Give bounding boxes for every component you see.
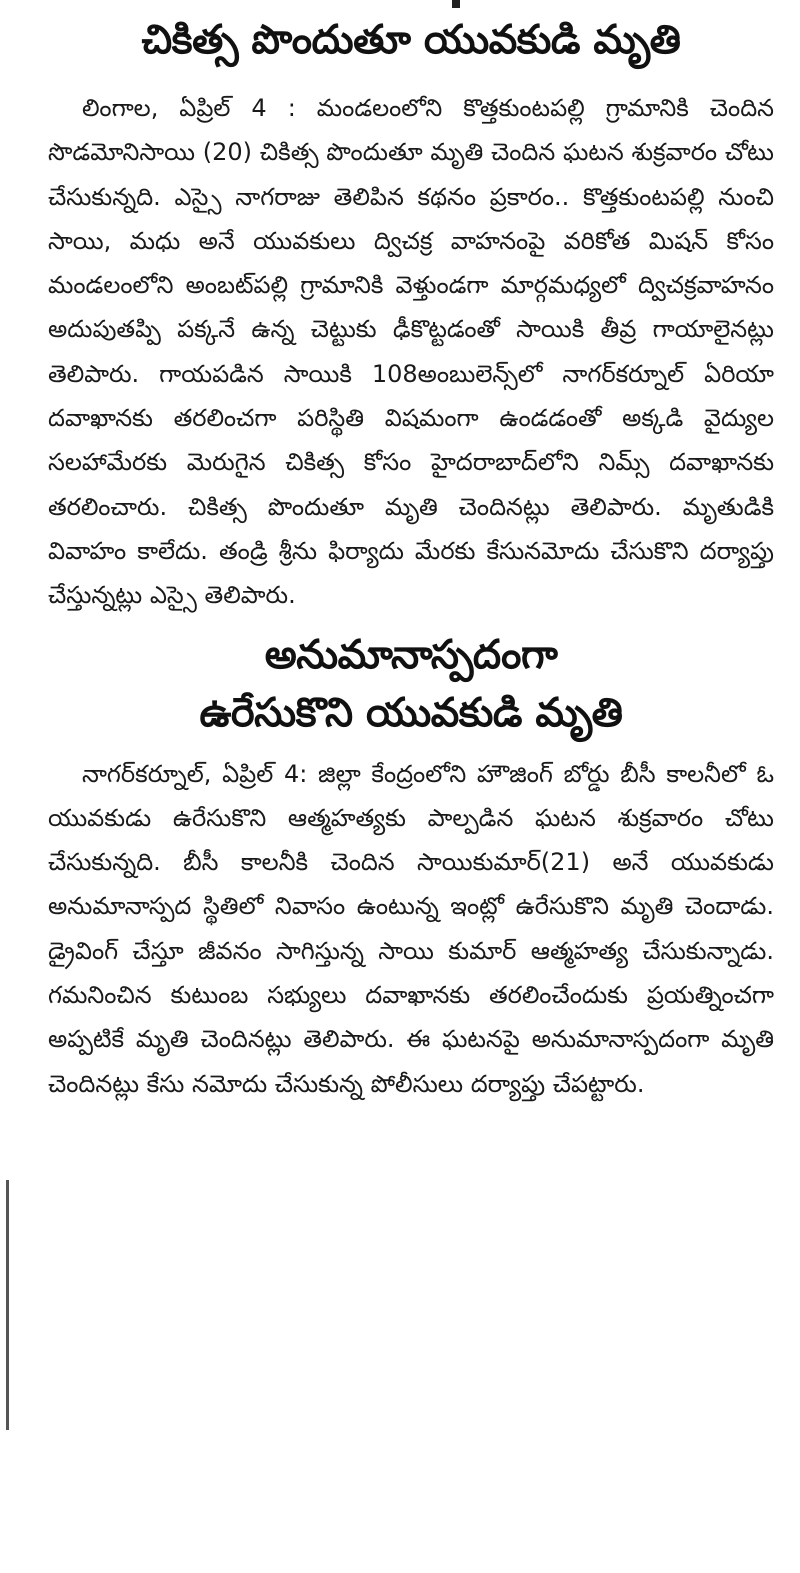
article-2-headline [48,626,774,742]
article-2-headline-line-1: అనుమానాస్పదంగా [264,631,558,678]
article-2 [48,626,774,1106]
article-1-body: లింగాల, ఏప్రిల్ 4 : మండలంలోని కొత్తకుంటపల్లి గ్రామానికి చెందిన సొడమోనిసాయి (20) చికిత్స పొందుతూ మృతి చెందిన ఘటన శుక్రవారం చోటు చేసుకున్నది. ఎస్సై నాగరాజు తెలిపిన కథనం ప్రకారం.. కొత్తకుంటపల్లి నుంచి సాయి, మధు అనే యువకులు ద్విచక్ర వాహనంపై వరికోత మిషన్ కోసం మండలంలోని అంబట్‌పల్లి గ్రామానికి వెళ్తుండగా మార్గమధ్యలో ద్విచక్రవాహనం అదుపుతప్పి పక్కనే ఉన్న చెట్టుకు ఢీకొట్టడంతో సాయికి తీవ్ర గాయాలైనట్లు తెలిపారు. గాయపడిన సాయికి 108అంబులెన్స్‌లో నాగర్‌కర్నూల్ ఏరియా దవాఖానకు తరలించగా పరిస్థితి విషమంగా ఉండడంతో అక్కడి వైద్యుల సలహామేరకు మెరుగైన చికిత్స కోసం హైదరాబాద్‌లోని నిమ్స్ దవాఖానకు తరలించారు. చికిత్స పొందుతూ మృతి చెందినట్లు తెలిపారు. మృతుడికి వివాహం కాలేదు. తండ్రి శ్రీను ఫిర్యాదు మేరకు కేసునమోదు చేసుకొని దర్యాప్తు చేస్తున్నట్లు ఎస్సై తెలిపారు. [48,94,774,610]
article-1-body-container [48,86,774,618]
article-2-body-container [48,752,774,1106]
article-2-body: నాగర్‌కర్నూల్, ఏప్రిల్ 4: జిల్లా కేంద్రంలోని హౌజింగ్ బోర్డు బీసీ కాలనీలో ఓ యువకుడు ఉరేసుకొని ఆత్మహత్యకు పాల్పడిన ఘటన శుక్రవారం చోటు చేసుకున్నది. బీసీ కాలనీకి చెందిన సాయికుమార్(21) అనే యువకుడు అనుమానాస్పద స్థితిలో నివాసం ఉంటున్న ఇంట్లో ఉరేసుకొని మృతి చెందాడు. డ్రైవింగ్ చేస్తూ జీవనం సాగిస్తున్న సాయి కుమార్ ఆత్మహత్య చేసుకున్నాడు. గమనించిన కుటుంబ సభ్యులు దవాఖానకు తరలించేందుకు ప్రయత్నించగా అప్పటికే మృతి చెందినట్లు తెలిపారు. ఈ ఘటనపై అనుమానాస్పదంగా మృతి చెందినట్లు కేసు నమోదు చేసుకున్న పోలీసులు దర్యాప్తు చేపట్టారు. [48,759,774,1098]
article-1-headline: చికిత్స పొందుతూ యువకుడి మృతి [141,17,681,63]
article-2-headline-line-2: ఉరేసుకొని యువకుడి మృతి [199,689,623,736]
article-1 [48,0,774,618]
